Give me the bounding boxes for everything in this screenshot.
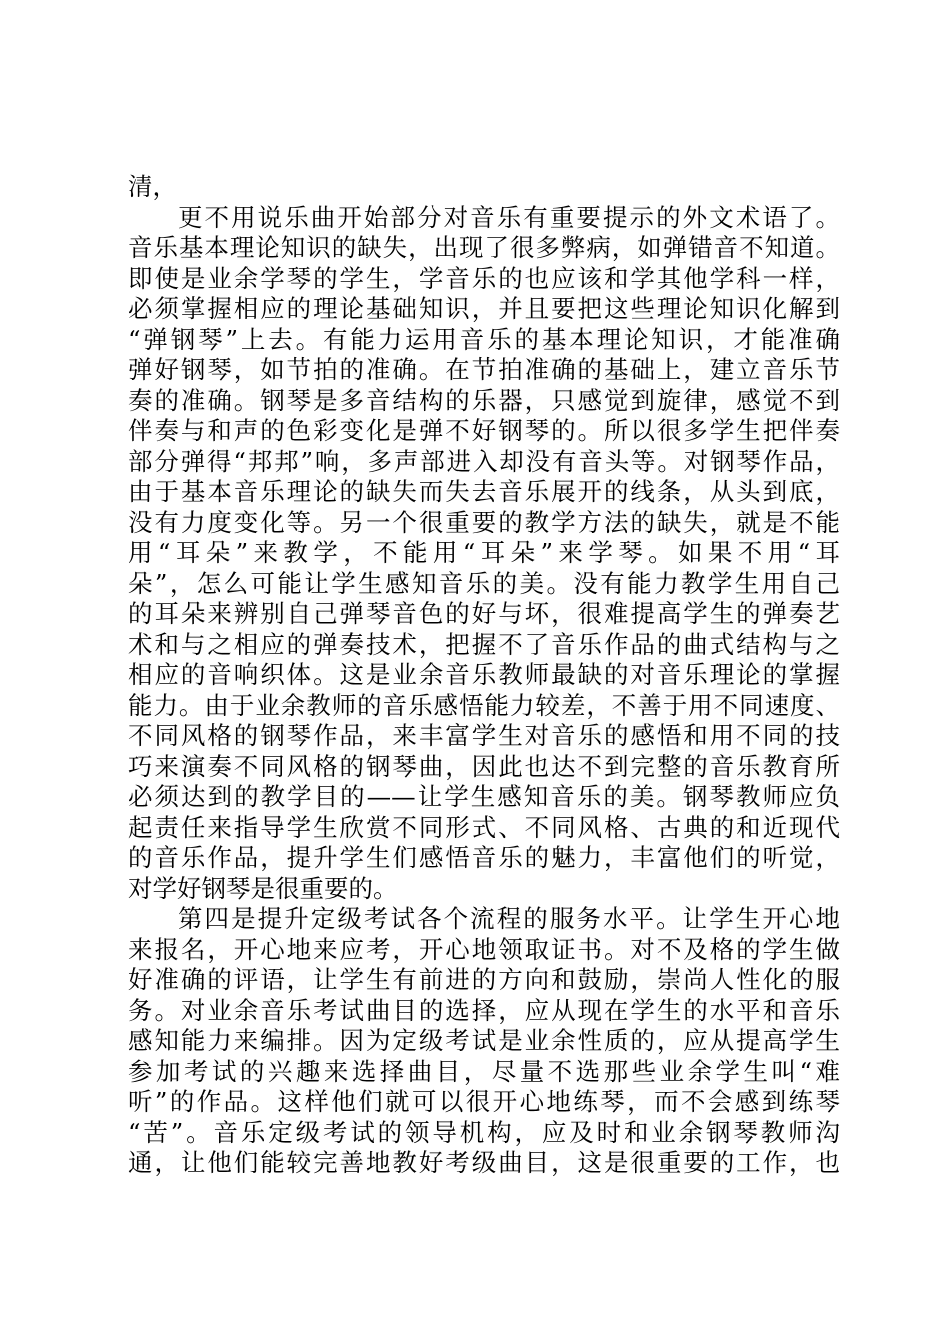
text-line: 参加考试的兴趣来选择曲目，尽量不选那些业余学生叫“难 [128, 1056, 840, 1086]
body-text [128, 172, 840, 1179]
text-line: 能力。由于业余教师的音乐感悟能力较差，不善于用不同速度、 [128, 690, 840, 720]
text-line: 相应的音响织体。这是业余音乐教师最缺的对音乐理论的掌握 [128, 660, 840, 689]
text-line: 必须达到的教学目的——让学生感知音乐的美。钢琴教师应负 [128, 782, 840, 811]
text-line: 好准确的评语，让学生有前进的方向和鼓励，崇尚人性化的服 [128, 965, 840, 994]
text-line: 用“耳朵”来教学，不能用“耳朵”来学琴。如果不用“耳 [128, 538, 840, 567]
text-line: 清， [128, 172, 177, 201]
text-line: 弹好钢琴，如节拍的准确。在节拍准确的基础上，建立音乐节 [128, 355, 840, 384]
text-line: 的音乐作品，提升学生们感悟音乐的魅力，丰富他们的听觉， [128, 843, 840, 872]
text-line: 即使是业余学琴的学生，学音乐的也应该和学其他学科一样， [128, 263, 840, 293]
paragraph-start-line: 第四是提升定级考试各个流程的服务水平。让学生开心地 [178, 904, 840, 933]
text-line: 没有力度变化等。另一个很重要的教学方法的缺失，就是不能 [128, 507, 840, 537]
text-line: 伴奏与和声的色彩变化是弹不好钢琴的。所以很多学生把伴奏 [128, 416, 840, 445]
text-line: 不同风格的钢琴作品，来丰富学生对音乐的感悟和用不同的技 [128, 721, 840, 750]
text-line: 音乐基本理论知识的缺失，出现了很多弊病，如弹错音不知道。 [128, 233, 840, 262]
text-line: 听”的作品。这样他们就可以很开心地练琴，而不会感到练琴 [128, 1087, 840, 1116]
text-line: 来报名，开心地来应考，开心地领取证书。对不及格的学生做 [128, 934, 840, 964]
text-line: 务。对业余音乐考试曲目的选择，应从现在学生的水平和音乐 [128, 995, 840, 1025]
text-line: 朵”，怎么可能让学生感知音乐的美。没有能力教学生用自己 [128, 568, 840, 598]
paragraph-start-line: 更不用说乐曲开始部分对音乐有重要提示的外文术语了。 [178, 202, 840, 232]
text-line: 奏的准确。钢琴是多音结构的乐器，只感觉到旋律，感觉不到 [128, 385, 840, 415]
text-line: “弹钢琴”上去。有能力运用音乐的基本理论知识，才能准确 [128, 324, 840, 354]
text-line: 必须掌握相应的理论基础知识，并且要把这些理论知识化解到 [128, 294, 840, 323]
paragraph-end-line: 对学好钢琴是很重要的。 [128, 873, 398, 903]
text-line: 部分弹得“邦邦”响，多声部进入却没有音头等。对钢琴作品， [128, 446, 840, 476]
text-line: 的耳朵来辨别自己弹琴音色的好与坏，很难提高学生的弹奏艺 [128, 599, 840, 628]
text-line: 通，让他们能较完善地教好考级曲目，这是很重要的工作，也 [128, 1148, 840, 1177]
text-line: 起责任来指导学生欣赏不同形式、不同风格、古典的和近现代 [128, 812, 840, 842]
text-line: “苦”。音乐定级考试的领导机构，应及时和业余钢琴教师沟 [128, 1117, 840, 1147]
text-line: 由于基本音乐理论的缺失而失去音乐展开的线条，从头到底， [128, 477, 840, 506]
text-line: 术和与之相应的弹奏技术，把握不了音乐作品的曲式结构与之 [128, 629, 840, 659]
text-line: 感知能力来编排。因为定级考试是业余性质的，应从提高学生 [128, 1026, 840, 1055]
text-line: 巧来演奏不同风格的钢琴曲，因此也达不到完整的音乐教育所 [128, 751, 840, 781]
